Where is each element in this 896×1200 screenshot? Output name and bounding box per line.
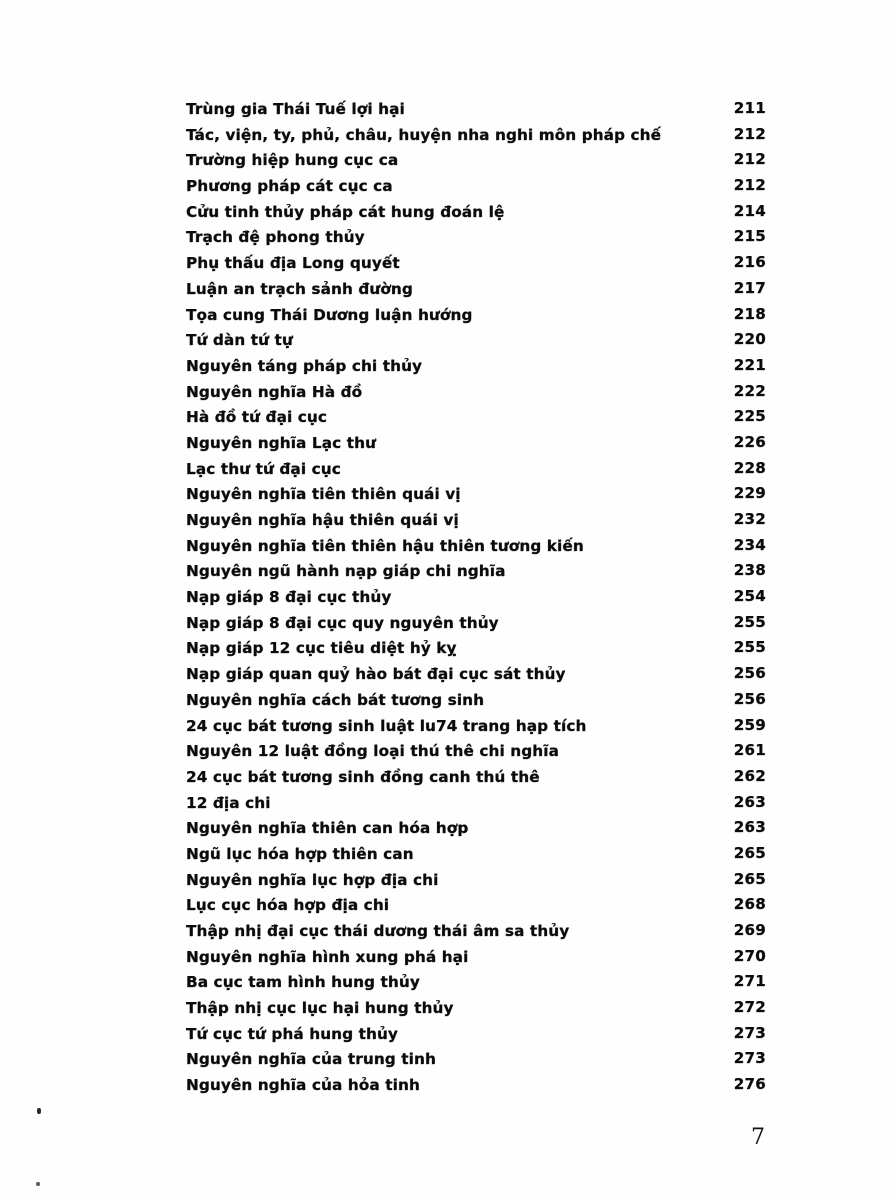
toc-entry <box>186 713 766 739</box>
toc-entry-page-number: 228 <box>733 458 766 477</box>
toc-entry-title: Lạc thư tứ đại cục <box>186 459 341 478</box>
toc-entry-page-number: 273 <box>733 1023 766 1042</box>
toc-entry-title: Nạp giáp quan quỷ hào bát đại cục sát thủy <box>186 665 566 684</box>
toc-entry-title: Nguyên ngũ hành nạp giáp chi nghĩa <box>186 562 506 581</box>
toc-entry-page-number: 254 <box>733 587 766 606</box>
toc-entry <box>186 379 766 405</box>
toc-entry-page-number: 222 <box>733 381 766 400</box>
toc-entry <box>186 841 766 867</box>
toc-entry-title: Luận an trạch sảnh đường <box>186 279 413 298</box>
toc-entry <box>186 147 766 173</box>
toc-entry-page-number: 265 <box>733 843 766 862</box>
toc-entry-title: Lục cục hóa hợp địa chi <box>186 896 390 915</box>
toc-entry-page-number: 265 <box>733 869 766 888</box>
toc-entry <box>186 892 766 918</box>
toc-entry-title: Tứ cục tứ phá hung thủy <box>186 1024 398 1043</box>
toc-entry-page-number: 273 <box>733 1049 766 1068</box>
toc-entry <box>186 1072 766 1098</box>
toc-entry-title: 12 địa chi <box>186 793 271 812</box>
toc-entry-page-number: 269 <box>733 921 766 939</box>
toc-entry-page-number: 229 <box>733 484 766 503</box>
toc-entry-page-number: 211 <box>733 99 766 117</box>
toc-entry-page-number: 218 <box>733 304 766 323</box>
toc-entry-page-number: 255 <box>733 612 766 631</box>
toc-entry-page-number: 225 <box>733 407 766 426</box>
toc-entry-page-number: 256 <box>733 664 766 683</box>
toc-entry-title: Ngũ lục hóa hợp thiên can <box>186 844 414 863</box>
toc-entry-title: Ba cục tam hình hung thủy <box>186 973 420 992</box>
toc-entry-title: Nguyên nghĩa tiên thiên quái vị <box>186 485 461 504</box>
toc-entry <box>186 327 766 353</box>
toc-entry-page-number: 256 <box>733 689 766 708</box>
toc-entry-page-number: 262 <box>733 766 766 785</box>
toc-entry <box>186 558 766 584</box>
toc-entry-page-number: 263 <box>733 792 766 811</box>
toc-entry-page-number: 214 <box>733 201 766 220</box>
toc-entry <box>186 635 766 661</box>
toc-entry-title: Phương pháp cát cục ca <box>186 177 393 196</box>
toc-entry <box>186 481 766 507</box>
toc-entry <box>186 250 766 276</box>
toc-entry-page-number: 276 <box>733 1075 766 1094</box>
toc-entry-page-number: 270 <box>733 946 766 965</box>
toc-entry <box>186 815 766 841</box>
toc-entry-title: Tác, viện, ty, phủ, châu, huyện nha nghi môn pháp chế <box>186 125 662 144</box>
scan-speck-artifact <box>37 1108 41 1114</box>
toc-entry <box>186 96 766 122</box>
toc-entry-page-number: 212 <box>733 124 766 143</box>
toc-entry <box>186 302 766 328</box>
toc-entry <box>186 276 766 302</box>
toc-entry <box>186 1046 766 1072</box>
toc-entry-title: Hà đồ tứ đại cục <box>186 408 328 427</box>
toc-entry <box>186 918 766 944</box>
toc-entry-title: Nguyên nghĩa lục hợp địa chi <box>186 870 439 889</box>
toc-entry <box>186 173 766 199</box>
toc-entry <box>186 969 766 995</box>
toc-entry-title: Nguyên nghĩa Hà đồ <box>186 382 363 401</box>
toc-entry-title: Nguyên nghĩa cách bát tương sinh <box>186 690 485 709</box>
toc-entry-page-number: 268 <box>733 895 766 914</box>
toc-entry <box>186 610 766 636</box>
toc-entry-page-number: 255 <box>733 638 766 657</box>
toc-entry <box>186 199 766 225</box>
toc-entry <box>186 430 766 456</box>
toc-entry-title: Phụ thấu địa Long quyết <box>186 254 400 273</box>
toc-entry-title: Trùng gia Thái Tuế lợi hại <box>186 100 405 118</box>
toc-entry-page-number: 217 <box>733 278 766 297</box>
toc-entry-title: 24 cục bát tương sinh luật lu74 trang hạp tích <box>186 716 587 735</box>
scan-speck-artifact <box>36 1182 40 1186</box>
toc-entry <box>186 687 766 713</box>
toc-entry-page-number: 212 <box>733 176 766 195</box>
toc-entry <box>186 122 766 148</box>
toc-entry-title: Nguyên nghĩa của trung tinh <box>186 1050 436 1069</box>
toc-entry-title: Cửu tinh thủy pháp cát hung đoán lệ <box>186 202 505 221</box>
toc-entry <box>186 224 766 250</box>
toc-entry-page-number: 263 <box>733 818 766 837</box>
toc-entry <box>186 867 766 893</box>
toc-entry-title: Nguyên 12 luật đồng loại thú thê chi nghĩa <box>186 742 559 761</box>
toc-entry <box>186 507 766 533</box>
toc-entry <box>186 353 766 379</box>
toc-entry-title: Nguyên táng pháp chi thủy <box>186 356 423 375</box>
toc-entry-page-number: 234 <box>733 535 766 554</box>
toc-entry-page-number: 215 <box>733 227 766 246</box>
toc-entry-title: Tọa cung Thái Dương luận hướng <box>186 305 473 324</box>
toc-entry-page-number: 232 <box>733 510 766 528</box>
toc-entry <box>186 456 766 482</box>
toc-entry-title: Nguyên nghĩa thiên can hóa hợp <box>186 819 469 838</box>
toc-entry-title: 24 cục bát tương sinh đồng canh thú thê <box>186 767 540 786</box>
toc-entry-page-number: 272 <box>733 998 766 1017</box>
toc-entry-title: Nguyên nghĩa Lạc thư <box>186 433 377 452</box>
toc-entry-page-number: 238 <box>733 561 766 580</box>
toc-entry-title: Nguyên nghĩa hậu thiên quái vị <box>186 511 459 529</box>
toc-entry <box>186 764 766 790</box>
toc-entry <box>186 533 766 559</box>
toc-entry-page-number: 271 <box>733 972 766 991</box>
toc-entry-page-number: 212 <box>733 150 766 169</box>
toc-entry <box>186 944 766 970</box>
toc-entry <box>186 995 766 1021</box>
folio-page-number: 7 <box>751 1125 765 1150</box>
toc-entry-title: Trường hiệp hung cục ca <box>186 151 399 170</box>
toc-entry <box>186 404 766 430</box>
toc-entry-title: Trạch đệ phong thủy <box>186 228 365 247</box>
toc-entry-title: Thập nhị cục lục hại hung thủy <box>186 999 454 1018</box>
toc-entry-page-number: 261 <box>733 741 766 760</box>
toc-entry <box>186 738 766 764</box>
toc-entry-title: Nguyên nghĩa của hỏa tinh <box>186 1076 420 1095</box>
toc-entry-page-number: 259 <box>733 715 766 734</box>
toc-entry <box>186 790 766 816</box>
toc-entry-page-number: 226 <box>733 432 766 451</box>
toc-entry-title: Nguyên nghĩa hình xung phá hại <box>186 947 469 966</box>
toc-entry-title: Nạp giáp 8 đại cục thủy <box>186 588 392 607</box>
toc-entry-page-number: 221 <box>733 355 766 374</box>
toc-entry <box>186 1021 766 1047</box>
toc-entry <box>186 661 766 687</box>
toc-entry-title: Nạp giáp 8 đại cục quy nguyên thủy <box>186 613 499 632</box>
toc-entry-page-number: 216 <box>733 253 766 272</box>
toc-entry-title: Nguyên nghĩa tiên thiên hậu thiên tương kiến <box>186 536 584 555</box>
toc-entry-title: Tứ dàn tứ tự <box>186 331 293 350</box>
toc-entry <box>186 584 766 610</box>
table-of-contents-list <box>186 96 766 1098</box>
toc-entry-page-number: 220 <box>733 330 766 349</box>
toc-entry-title: Nạp giáp 12 cục tiêu diệt hỷ kỵ <box>186 639 457 658</box>
toc-entry-title: Thập nhị đại cục thái dương thái âm sa thủy <box>186 922 570 940</box>
